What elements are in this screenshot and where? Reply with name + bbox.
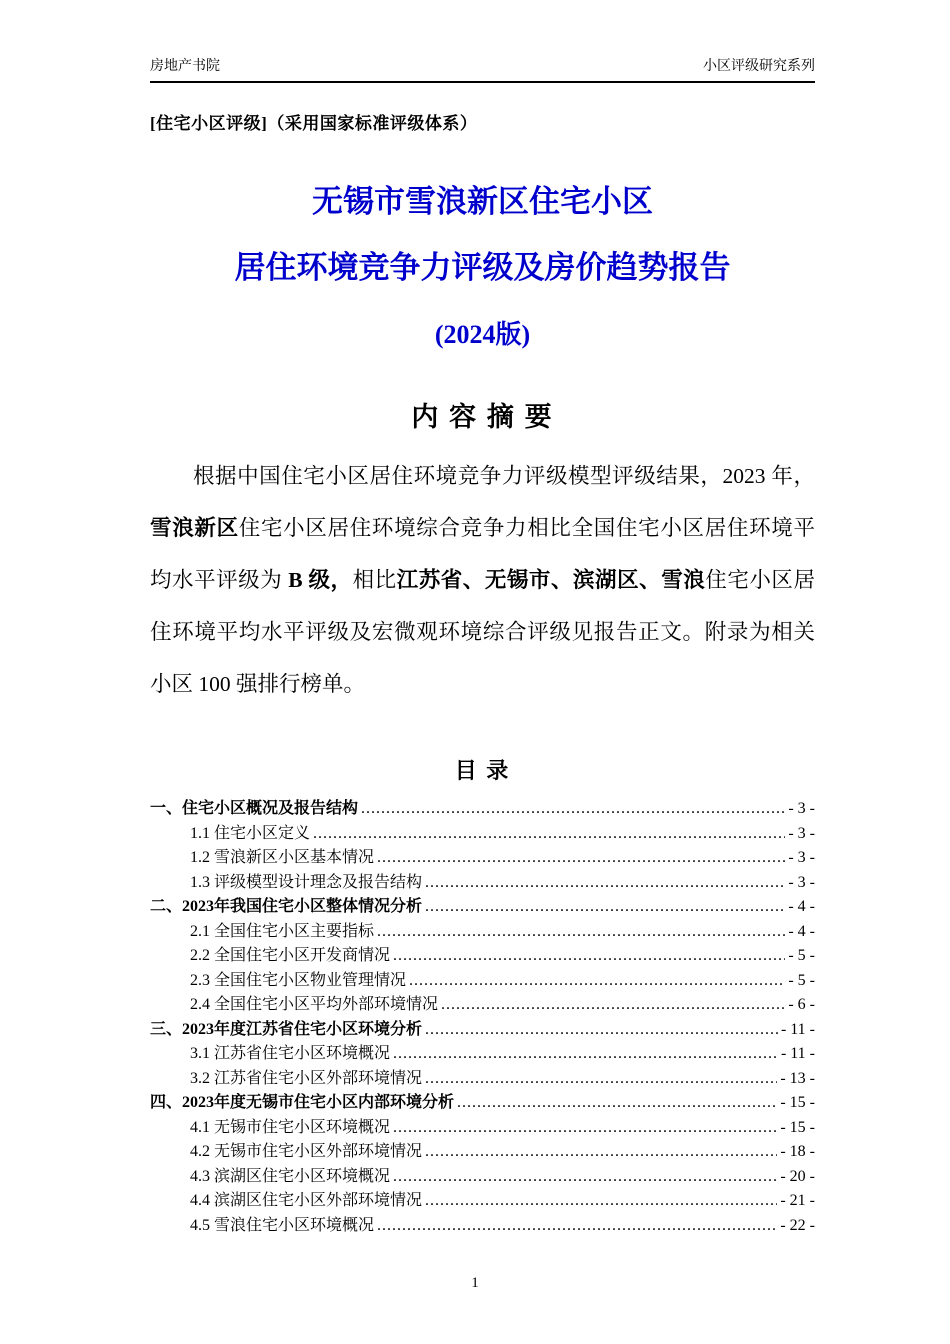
- toc-item-label: 二、2023年我国住宅小区整体情况分析: [150, 898, 423, 915]
- toc-item[interactable]: [150, 846, 815, 871]
- header-right-text: 小区评级研究系列: [703, 59, 815, 74]
- toc-item[interactable]: [150, 944, 815, 969]
- toc-item-page: - 15 -: [780, 1094, 815, 1111]
- toc-item-label: 2.2 全国住宅小区开发商情况: [190, 947, 391, 964]
- toc-item[interactable]: [150, 1091, 815, 1116]
- summary-segment: 住宅小区居住环境综合竞争力相比全国住宅小区居住环境平均水平评级为: [150, 516, 815, 592]
- toc-item-label: 4.4 滨湖区住宅小区外部环境情况: [190, 1192, 423, 1209]
- toc-item[interactable]: [150, 1067, 815, 1092]
- toc-leader-dots: [393, 1165, 777, 1190]
- toc-leader-dots: [441, 993, 785, 1018]
- toc-item-label: 一、住宅小区概况及报告结构: [150, 800, 359, 817]
- toc-list: [150, 797, 815, 1238]
- toc-leader-dots: [393, 1116, 777, 1141]
- toc-item-page: - 15 -: [780, 1118, 815, 1136]
- toc-item-label: 3.2 江苏省住宅小区外部环境情况: [190, 1069, 423, 1087]
- toc-item-page: - 20 -: [780, 1167, 815, 1185]
- toc-item[interactable]: [150, 1189, 815, 1214]
- toc-item-label: 3.1 江苏省住宅小区环境概况: [190, 1045, 391, 1062]
- toc-item-page: - 3 -: [788, 849, 815, 866]
- toc-item-page: - 4 -: [788, 898, 815, 915]
- toc-leader-dots: [377, 1214, 777, 1239]
- report-title-line2: 居住环境竞争力评级及房价趋势报告: [234, 250, 731, 285]
- toc-item-label: 四、2023年度无锡市住宅小区内部环境分析: [150, 1094, 455, 1111]
- summary-segment: 根据中国住宅小区居住环境竞争力评级模型评级结果，2023 年，: [193, 464, 815, 488]
- toc-item[interactable]: [150, 1214, 815, 1239]
- toc-item-label: 1.3 评级模型设计理念及报告结构: [190, 873, 423, 891]
- toc-item-page: - 3 -: [788, 800, 815, 817]
- toc-item-page: - 18 -: [780, 1143, 815, 1160]
- header-divider: [150, 81, 815, 83]
- toc-item[interactable]: [150, 1018, 815, 1043]
- toc-item-label: 2.1 全国住宅小区主要指标: [190, 922, 375, 940]
- toc-item[interactable]: [150, 1165, 815, 1190]
- toc-leader-dots: [425, 1018, 778, 1043]
- summary-segment-bold: 雪浪新区: [150, 516, 239, 540]
- toc-leader-dots: [313, 822, 785, 847]
- toc-item-page: - 4 -: [788, 922, 815, 940]
- toc-item[interactable]: [150, 895, 815, 920]
- toc-item-page: - 11 -: [780, 1020, 815, 1038]
- toc-item[interactable]: [150, 871, 815, 896]
- rating-tag-line: [住宅小区评级]（采用国家标准评级体系）: [150, 114, 478, 133]
- toc-leader-dots: [425, 1067, 777, 1092]
- page-number: 1: [471, 1275, 479, 1291]
- toc-leader-dots: [393, 944, 785, 969]
- report-title-line1: 无锡市雪浪新区住宅小区: [312, 184, 653, 219]
- summary-segment: 住宅小区居住环境平均水平评级及宏微观环境综合评级见报告正文。附录为相关小区 100 强排行榜单。: [150, 568, 815, 696]
- summary-paragraph: [150, 450, 815, 710]
- toc-item[interactable]: [150, 1042, 815, 1067]
- toc-leader-dots: [425, 1189, 777, 1214]
- toc-item-page: - 3 -: [788, 824, 815, 842]
- summary-heading: 内 容 摘 要: [411, 402, 554, 432]
- toc-leader-dots: [377, 846, 785, 871]
- toc-leader-dots: [361, 797, 785, 822]
- toc-item[interactable]: [150, 969, 815, 994]
- toc-leader-dots: [393, 1042, 778, 1067]
- toc-item-page: - 21 -: [780, 1192, 815, 1209]
- toc-item[interactable]: [150, 920, 815, 945]
- summary-segment-bold: B 级，: [288, 568, 353, 592]
- toc-item-label: 4.2 无锡市住宅小区外部环境情况: [190, 1143, 423, 1160]
- toc-leader-dots: [457, 1091, 777, 1116]
- summary-segment-bold: 江苏省、无锡市、滨湖区、雪浪: [396, 568, 706, 592]
- toc-item[interactable]: [150, 993, 815, 1018]
- toc-item-page: - 5 -: [788, 971, 815, 989]
- toc-item-label: 2.3 全国住宅小区物业管理情况: [190, 971, 407, 989]
- toc-item-label: 1.2 雪浪新区小区基本情况: [190, 849, 375, 866]
- toc-item-page: - 11 -: [780, 1045, 815, 1062]
- toc-item-label: 2.4 全国住宅小区平均外部环境情况: [190, 996, 439, 1013]
- toc-item-page: - 22 -: [780, 1216, 815, 1234]
- toc-item[interactable]: [150, 797, 815, 822]
- toc-item-label: 4.1 无锡市住宅小区环境概况: [190, 1118, 391, 1136]
- toc-item-page: - 6 -: [788, 996, 815, 1013]
- toc-leader-dots: [409, 969, 785, 994]
- toc-item-label: 4.3 滨湖区住宅小区环境概况: [190, 1167, 391, 1185]
- toc-leader-dots: [377, 920, 785, 945]
- toc-item-label: 4.5 雪浪住宅小区环境概况: [190, 1216, 375, 1234]
- summary-segment: 相比: [352, 568, 397, 592]
- toc-item[interactable]: [150, 822, 815, 847]
- report-edition: (2024版): [434, 320, 531, 349]
- page-header: [150, 58, 815, 76]
- toc-leader-dots: [425, 871, 785, 896]
- toc-leader-dots: [425, 895, 785, 920]
- toc-item[interactable]: [150, 1116, 815, 1141]
- toc-item-label: 三、2023年度江苏省住宅小区环境分析: [150, 1020, 423, 1038]
- toc-item-page: - 13 -: [780, 1069, 815, 1087]
- toc-item[interactable]: [150, 1140, 815, 1165]
- toc-item-label: 1.1 住宅小区定义: [190, 824, 311, 842]
- toc-heading: 目 录: [454, 758, 511, 783]
- header-left-text: 房地产书院: [150, 59, 220, 74]
- toc-leader-dots: [425, 1140, 777, 1165]
- toc-item-page: - 5 -: [788, 947, 815, 964]
- toc-item-page: - 3 -: [788, 873, 815, 891]
